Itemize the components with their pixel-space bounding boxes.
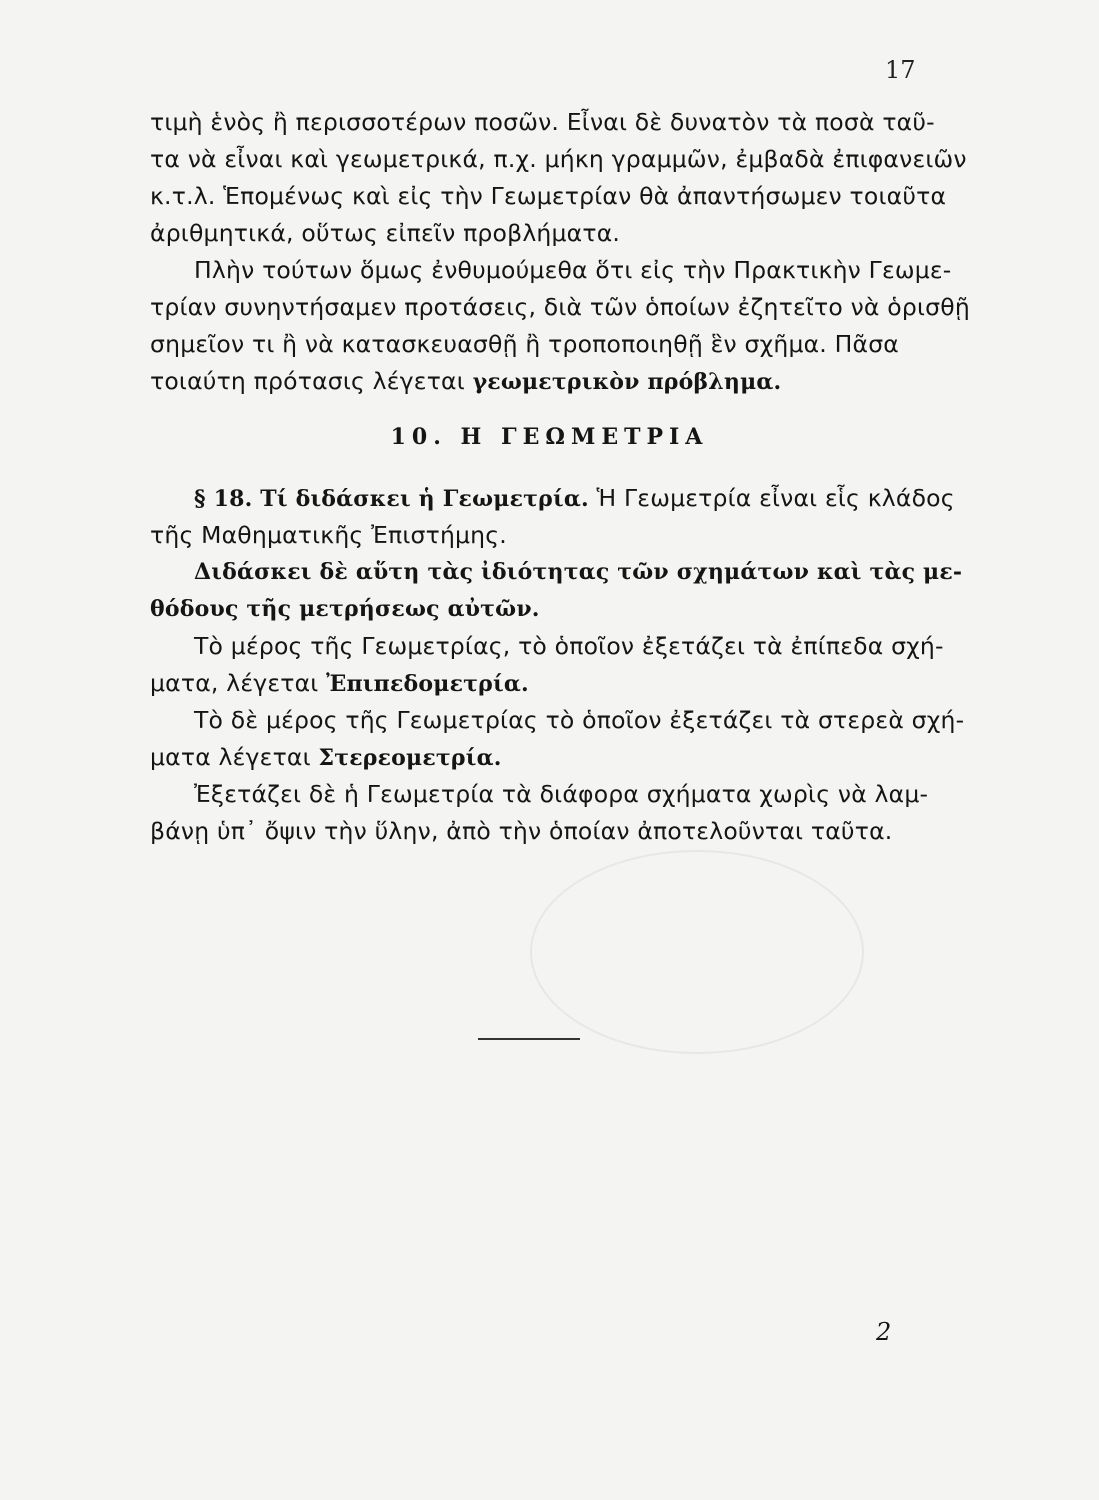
final-paragraph-line-2: βάνῃ ὑπ᾽ ὄψιν τὴν ὕλην, ἀπὸ τὴν ὁποίαν ἀποτελοῦνται ταῦτα. <box>150 817 893 845</box>
paragraph2-line-4 <box>150 363 940 400</box>
stereometry-line-2-plain: ματα λέγεται <box>150 743 319 771</box>
section-18-text <box>150 480 965 850</box>
paragraph2-line-4-plain: τοιαύτη πρότασις λέγεται <box>150 367 473 395</box>
paragraph1-line-2: τα νὰ εἶναι καὶ γεωμετρικά, π.χ. μήκη γραμμῶν, ἐμβαδὰ ἐπιφανειῶν <box>150 145 967 173</box>
paragraph2-line-2: τρίαν συνηντήσαμεν προτάσεις, διὰ τῶν ὁποίων ἐζητεῖτο νὰ ὁρισθῇ <box>150 293 970 321</box>
paragraph1-line-1: τιμὴ ἑνὸς ἢ περισσοτέρων ποσῶν. Εἶναι δὲ δυνατὸν τὰ ποσὰ ταῦ- <box>150 108 935 136</box>
section-heading: 10. Η ΓΕΩΜΕΤΡΙΑ <box>390 424 709 450</box>
planimetry-term: Ἐπιπεδομετρία. <box>326 671 529 697</box>
section18-line-2: τῆς Μαθηματικῆς Ἐπιστήμης. <box>150 521 507 549</box>
planimetry-line-2-plain: ματα, λέγεται <box>150 669 327 697</box>
signature-mark: 2 <box>876 1318 892 1346</box>
final-paragraph-line-1: Ἐξετάζει δὲ ἡ Γεωμετρία τὰ διάφορα σχήματα χωρὶς νὰ λαμ- <box>194 780 929 808</box>
stereometry-line-2 <box>150 739 940 776</box>
planimetry-line-2 <box>150 665 940 702</box>
page-number: 17 <box>885 56 916 84</box>
end-rule-divider <box>478 1038 580 1040</box>
paragraph1-line-4: ἀριθμητικά, οὕτως εἰπεῖν προβλήματα. <box>150 219 621 247</box>
geometric-problem-term: γεωμετρικὸν πρόβλημα. <box>472 369 782 395</box>
definition-line-1: Διδάσκει δὲ αὕτη τὰς ἰδιότητας τῶν σχημάτων καὶ τὰς με- <box>194 559 963 585</box>
paragraph2-line-1: Πλὴν τούτων ὅμως ἐνθυμούμεθα ὅτι εἰς τὴν Πρακτικὴν Γεωμε- <box>194 256 952 284</box>
intro-text <box>150 104 970 400</box>
section18-title: § 18. Τί διδάσκει ἡ Γεωμετρία. <box>194 486 589 512</box>
section18-line-1-rest: Ἡ Γεωμετρία εἶναι εἷς κλάδος <box>588 484 955 512</box>
bleed-through-figure <box>530 850 864 1054</box>
stereometry-line-1: Τὸ δὲ μέρος τῆς Γεωμετρίας τὸ ὁποῖον ἐξετάζει τὰ στερεὰ σχή- <box>194 706 965 734</box>
stereometry-term: Στερεομετρία. <box>318 745 502 771</box>
definition-line-2: θόδους τῆς μετρήσεως αὐτῶν. <box>150 596 540 622</box>
section18-line-1 <box>150 480 955 517</box>
paragraph2-line-3: σημεῖον τι ἢ νὰ κατασκευασθῇ ἢ τροποποιηθῇ ἓν σχῆμα. Πᾶσα <box>150 330 899 358</box>
paragraph1-line-3: κ.τ.λ. Ἑπομένως καὶ εἰς τὴν Γεωμετρίαν θὰ ἀπαντήσωμεν τοιαῦτα <box>150 182 947 210</box>
planimetry-line-1: Τὸ μέρος τῆς Γεωμετρίας, τὸ ὁποῖον ἐξετάζει τὰ ἐπίπεδα σχή- <box>194 632 944 660</box>
